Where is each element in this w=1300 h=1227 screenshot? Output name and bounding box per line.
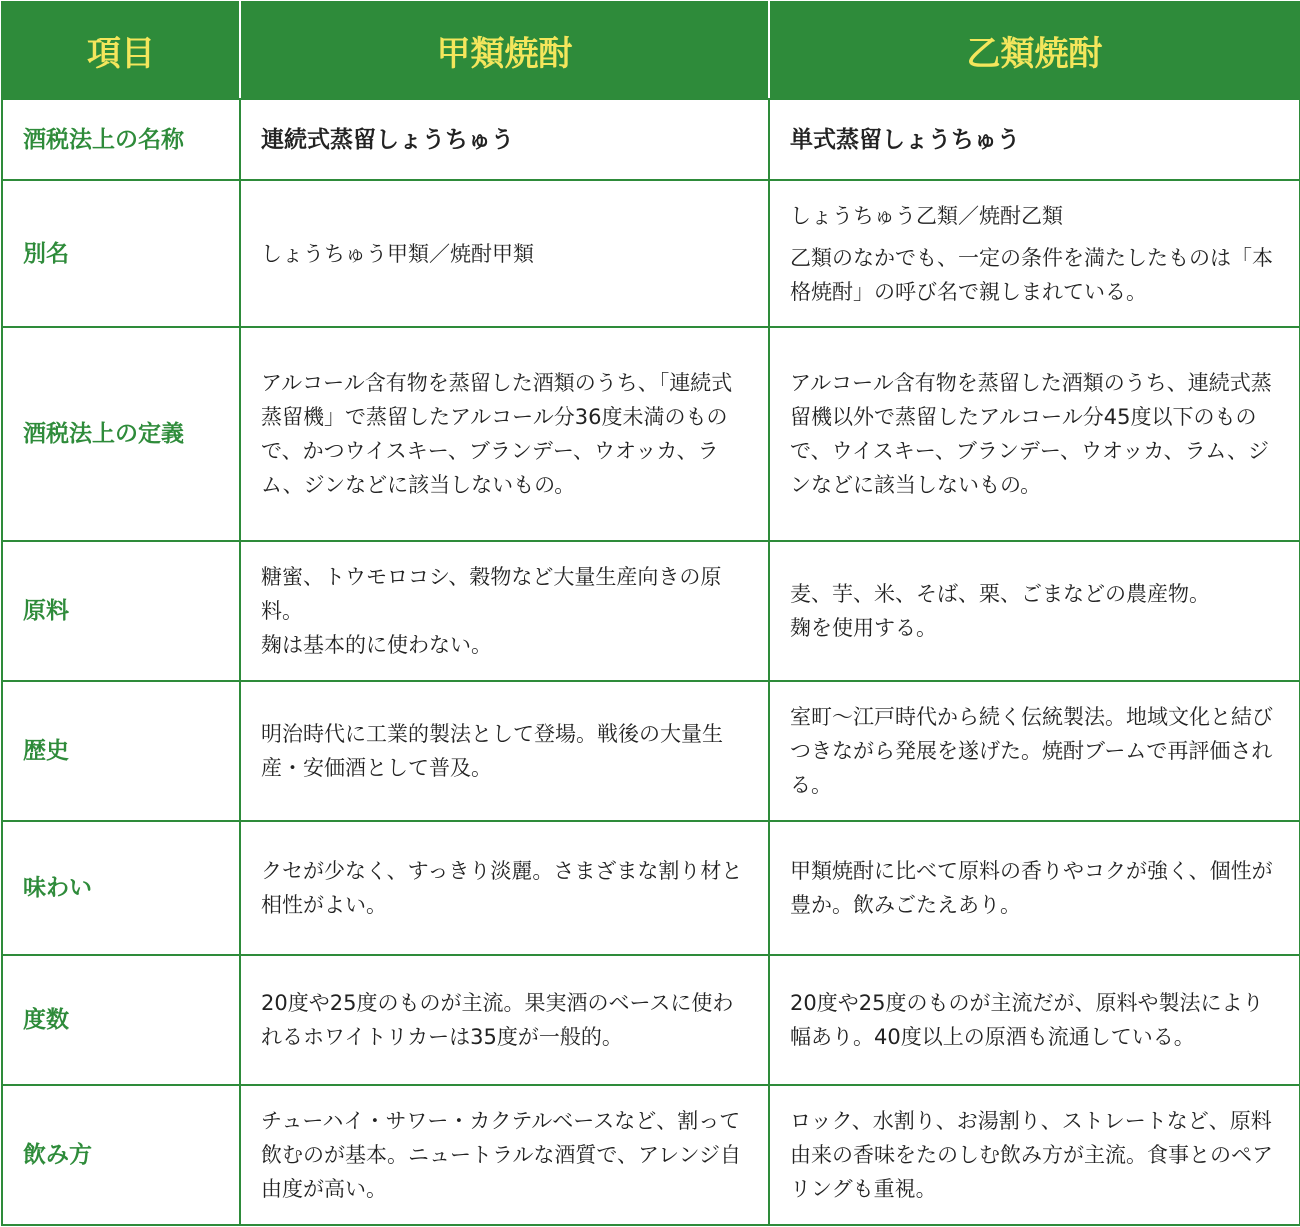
row-label: 原料: [2, 541, 240, 681]
cell-kourui: [240, 541, 769, 681]
table-row: [2, 541, 1300, 681]
row-label: 歴史: [2, 681, 240, 821]
cell-kourui: 20度や25度のものが主流。果実酒のベースに使われるホワイトリカーは35度が一般的。: [240, 955, 769, 1085]
row-label: 飲み方: [2, 1085, 240, 1225]
header-row: [2, 2, 1300, 99]
cell-otsurui: 室町〜江戸時代から続く伝統製法。地域文化と結びつきながら発展を遂げた。焼酎ブームで再評価される。: [769, 681, 1300, 821]
table-row: [2, 821, 1300, 955]
cell-text: 乙類のなかでも、一定の条件を満たしたものは「本格焼酎」の呼び名で親しまれている。: [790, 245, 1273, 304]
cell-otsurui: ロック、水割り、お湯割り、ストレートなど、原料由来の香味をたのしむ飲み方が主流。食事とのペアリングも重視。: [769, 1085, 1300, 1225]
header-kourui: 甲類焼酎: [240, 2, 769, 99]
cell-kourui: しょうちゅう甲類／焼酎甲類: [240, 180, 769, 327]
cell-text: 糖蜜、トウモロコシ、穀物など大量生産向きの原料。: [261, 565, 722, 623]
row-label: 度数: [2, 955, 240, 1085]
cell-otsurui: 甲類焼酎に比べて原料の香りやコクが強く、個性が豊か。飲みごたえあり。: [769, 821, 1300, 955]
table-row: [2, 99, 1300, 180]
table-row: [2, 180, 1300, 327]
cell-kourui: 連続式蒸留しょうちゅう: [240, 99, 769, 180]
comparison-table: [1, 1, 1300, 1226]
row-label: 別名: [2, 180, 240, 327]
cell-text: 麦、芋、米、そば、栗、ごまなどの農産物。: [790, 582, 1210, 606]
cell-otsurui: アルコール含有物を蒸留した酒類のうち、連続式蒸留機以外で蒸留したアルコール分45度以下のもので、ウイスキー、ブランデー、ウオッカ、ラム、ジンなどに該当しないもの。: [769, 327, 1300, 541]
row-label: 酒税法上の名称: [2, 99, 240, 180]
cell-text: しょうちゅう乙類／焼酎乙類: [790, 203, 1063, 228]
table-row: [2, 327, 1300, 541]
table-row: [2, 955, 1300, 1085]
header-otsurui: 乙類焼酎: [769, 2, 1300, 99]
row-label: 酒税法上の定義: [2, 327, 240, 541]
row-label: 味わい: [2, 821, 240, 955]
cell-text: 麹は基本的に使わない。: [261, 633, 492, 657]
cell-otsurui: 20度や25度のものが主流だが、原料や製法により幅あり。40度以上の原酒も流通している。: [769, 955, 1300, 1085]
table-row: [2, 681, 1300, 821]
table-row: [2, 1085, 1300, 1225]
cell-kourui: アルコール含有物を蒸留した酒類のうち、「連続式蒸留機」で蒸留したアルコール分36度未満のもので、かつウイスキー、ブランデー、ウオッカ、ラム、ジンなどに該当しないもの。: [240, 327, 769, 541]
cell-kourui: クセが少なく、すっきり淡麗。さまざまな割り材と相性がよい。: [240, 821, 769, 955]
cell-text: 麹を使用する。: [790, 616, 937, 640]
cell-otsurui: 単式蒸留しょうちゅう: [769, 99, 1300, 180]
cell-otsurui: [769, 541, 1300, 681]
cell-otsurui: [769, 180, 1300, 327]
cell-kourui: 明治時代に工業的製法として登場。戦後の大量生産・安価酒として普及。: [240, 681, 769, 821]
cell-kourui: チューハイ・サワー・カクテルベースなど、割って飲むのが基本。ニュートラルな酒質で、アレンジ自由度が高い。: [240, 1085, 769, 1225]
header-item: 項目: [2, 2, 240, 99]
